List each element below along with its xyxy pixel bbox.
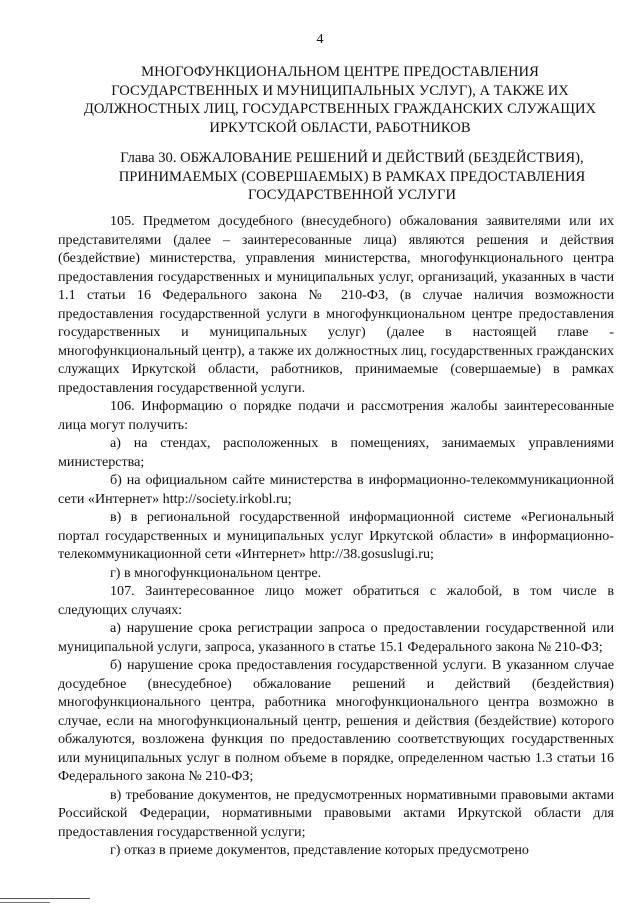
list-item: в) в региональной государственной информационной системе «Региональный портал государственных и муниципальных услуг Иркутской области» в информационно-телекоммуникационной сети «Интернет» http://38.gosuslugi.ru;	[58, 509, 614, 562]
list-item: в) требование документов, не предусмотренных нормативными правовыми актами Российской Федерации, нормативными правовыми актами Иркутской области для предоставления государственной услуги;	[58, 786, 614, 840]
paragraph-105: 105. Предметом досудебного (внесудебного) обжалования заявителями или их представителями (далее – заинтересованные лица) являются решения и действия (бездействие) министерства, управления министерства, многофункционального центра предоставления государственных и муниципальных услуг, организаций, указанных в части 1.1 статьи 16 Федерального закона № 210-ФЗ, (в случае наличия возможности предоставления государственной услуги в многофункциональном центре предоставления государственных и муниципальных услуг) (далее в настоящей главе - многофункциональный центр), а также их должностных лиц, государственных гражданских служащих Иркутской области, работников, принимаемые (совершаемые) в рамках предоставления государственной услуги.	[58, 213, 614, 396]
heading-line: ГОСУДАРСТВЕННЫХ И МУНИЦИПАЛЬНЫХ УСЛУГ), А ТАКЖЕ ИХ	[111, 82, 569, 99]
list-item: а) на стендах, расположенных в помещениях, занимаемых управлениями министерства;	[58, 435, 614, 470]
chapter-heading	[92, 149, 612, 205]
section-heading	[60, 63, 620, 137]
list-item: а) нарушение срока регистрации запроса о предоставлении государственной или муниципальной услуги, запроса, указанного в статье 15.1 Федерального закона № 210-ФЗ;	[58, 620, 614, 655]
heading-line: ПРИНИМАЕМЫХ (СОВЕРШАЕМЫХ) В РАМКАХ ПРЕДОСТАВЛЕНИЯ	[118, 168, 586, 185]
paragraph-107: 107. Заинтересованное лицо может обратиться с жалобой, в том числе в следующих случаях:	[58, 583, 614, 618]
heading-line: МНОГОФУНКЦИОНАЛЬНОМ ЦЕНТРЕ ПРЕДОСТАВЛЕНИЯ	[141, 64, 539, 80]
footer-rule	[0, 898, 90, 899]
heading-line: ДОЛЖНОСТНЫХ ЛИЦ, ГОСУДАРСТВЕННЫХ ГРАЖДАНСКИХ СЛУЖАЩИХ	[83, 101, 597, 117]
list-item: г) в многофункциональном центре.	[110, 564, 322, 581]
list-item: б) на официальном сайте министерства в информационно-телекоммуникационной сети «Интернет» http://society.irkobl.ru;	[58, 472, 614, 507]
heading-line: Глава 30. ОБЖАЛОВАНИЕ РЕШЕНИЙ И ДЕЙСТВИЙ (БЕЗДЕЙСТВИЯ),	[120, 150, 584, 166]
page-number: 4	[316, 32, 324, 47]
footer-rule	[0, 902, 50, 903]
heading-line: ГОСУДАРСТВЕННОЙ УСЛУГИ	[248, 187, 456, 203]
document-body	[58, 212, 614, 860]
paragraph-106: 106. Информацию о порядке подачи и рассмотрения жалобы заинтересованные лица могут получить:	[58, 398, 614, 433]
list-item: б) нарушение срока предоставления государственной услуги. В указанном случае досудебное (внесудебное) обжалование решений и действий (бездействия) многофункционального центра, работника многофункционального центра возможно в случае, если на многофункциональный центр, решения и действия (бездействие) которого обжалуются, возложена функция по предоставлению соответствующих государственных или муниципальных услуг в полном объеме в порядке, определенном частью 1.3 статьи 16 Федерального закона № 210-ФЗ;	[58, 657, 614, 784]
list-item: г) отказ в приеме документов, представление которых предусмотрено	[110, 842, 529, 858]
heading-line: ИРКУТСКОЙ ОБЛАСТИ, РАБОТНИКОВ	[209, 119, 471, 136]
